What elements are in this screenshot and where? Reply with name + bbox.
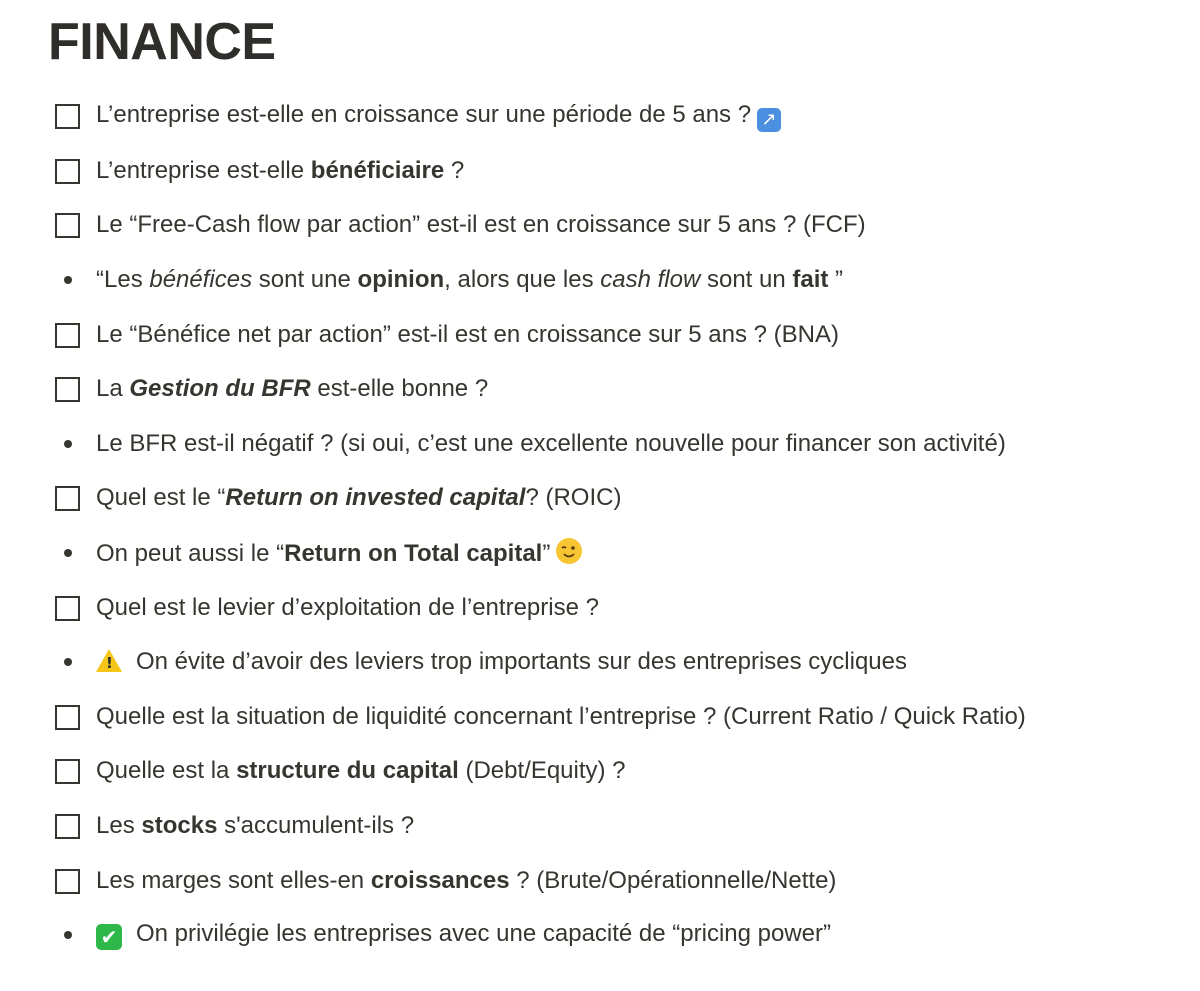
todo-item xyxy=(0,362,1200,417)
bullet-dot-icon xyxy=(64,440,72,448)
item-text-segment: croissances xyxy=(370,866,510,894)
bullet-item xyxy=(0,526,1200,581)
item-text-segment: sont un xyxy=(700,266,793,294)
bullet-item xyxy=(0,253,1200,308)
todo-checkbox[interactable] xyxy=(55,814,80,839)
item-text[interactable] xyxy=(96,157,464,185)
item-text[interactable] xyxy=(96,703,1026,731)
item-text-segment: sont une xyxy=(252,266,358,294)
item-text-segment: On évite d’avoir des leviers trop importants sur des entreprises cycliques xyxy=(136,648,907,676)
todo-item xyxy=(0,198,1200,253)
todo-checkbox[interactable] xyxy=(55,377,80,402)
item-text-segment: s'accumulent-ils ? xyxy=(217,812,415,840)
bullet-dot-icon xyxy=(64,549,72,557)
todo-item xyxy=(0,144,1200,199)
item-text-segment: L’entreprise est-elle en croissance sur une période de 5 ans ? xyxy=(96,100,752,128)
todo-item xyxy=(0,89,1200,144)
page-title: FINANCE xyxy=(48,13,276,71)
item-text-segment: cash flow xyxy=(600,266,701,294)
item-text[interactable] xyxy=(96,538,582,568)
item-text[interactable] xyxy=(96,211,866,239)
item-text-segment: Le “Free-Cash flow par action” est-il est en croissance sur 5 ans ? (FCF) xyxy=(96,211,866,239)
item-text-segment: Les xyxy=(96,812,142,840)
item-text-segment xyxy=(225,484,525,511)
item-text-segment: ” xyxy=(828,266,844,294)
item-text[interactable] xyxy=(96,867,836,895)
check-mark-icon: ✔ xyxy=(96,924,122,950)
item-text-segment: Quel est le levier d’exploitation de l’entreprise ? xyxy=(96,593,599,621)
item-text-segment: Return on invested capital xyxy=(225,484,526,512)
item-text-segment: ” xyxy=(542,540,551,568)
item-text-segment: est-elle bonne ? xyxy=(310,375,489,403)
item-text-segment: stocks xyxy=(141,812,218,840)
arrow-up-right-icon: ↗ xyxy=(757,108,781,132)
item-text-segment: L’entreprise est-elle xyxy=(96,156,311,184)
todo-checkbox[interactable] xyxy=(55,759,80,784)
item-text-segment: structure du capital xyxy=(236,757,459,785)
item-text[interactable] xyxy=(96,920,831,950)
item-text-segment: Les marges sont elles-en xyxy=(96,866,371,894)
item-text[interactable] xyxy=(96,101,781,132)
item-text-segment xyxy=(129,375,310,402)
todo-item xyxy=(0,580,1200,635)
item-text-segment: On privilégie les entreprises avec une capacité de “pricing power” xyxy=(136,920,832,948)
item-text[interactable] xyxy=(96,484,621,512)
wink-icon xyxy=(556,538,582,564)
item-text[interactable] xyxy=(96,375,488,403)
todo-checkbox[interactable] xyxy=(55,486,80,511)
item-text-segment: , alors que les xyxy=(444,266,601,294)
item-text-segment: Le “Bénéfice net par action” est-il est en croissance sur 5 ans ? (BNA) xyxy=(96,320,840,348)
bullet-item xyxy=(0,635,1200,690)
item-text-segment: On peut aussi le “ xyxy=(96,540,285,568)
item-text-segment: Return on Total capital xyxy=(284,540,543,568)
item-text[interactable] xyxy=(96,430,1006,458)
todo-item xyxy=(0,690,1200,745)
todo-item xyxy=(0,853,1200,908)
item-text-segment: Gestion du BFR xyxy=(129,375,311,403)
bullet-dot-icon xyxy=(64,276,72,284)
todo-checkbox[interactable] xyxy=(55,869,80,894)
item-text-segment: Quel est le “ xyxy=(96,484,226,512)
item-text-segment: bénéfices xyxy=(149,266,253,294)
item-text-segment: La xyxy=(96,375,130,403)
item-text-segment: “Les xyxy=(96,266,150,294)
todo-item xyxy=(0,307,1200,362)
bullet-item xyxy=(0,908,1200,963)
bullet-item xyxy=(0,417,1200,472)
item-text[interactable] xyxy=(96,648,907,676)
item-text-segment: bénéficiaire xyxy=(310,156,445,184)
item-text[interactable] xyxy=(96,594,599,622)
warning-icon: ! xyxy=(96,649,122,672)
item-text-segment: ? xyxy=(444,156,465,184)
bullet-dot-icon xyxy=(64,931,72,939)
todo-item xyxy=(0,744,1200,799)
todo-checkbox[interactable] xyxy=(55,104,80,129)
item-text-segment: Le BFR est-il négatif ? (si oui, c’est une excellente nouvelle pour financer son activité) xyxy=(96,429,1006,457)
todo-checkbox[interactable] xyxy=(55,323,80,348)
todo-checkbox[interactable] xyxy=(55,596,80,621)
item-text[interactable] xyxy=(96,757,626,785)
todo-item xyxy=(0,471,1200,526)
item-text[interactable] xyxy=(96,321,839,349)
item-text-segment: fait xyxy=(792,266,829,294)
item-text-segment: (Debt/Equity) ? xyxy=(458,757,626,785)
item-text[interactable] xyxy=(96,812,414,840)
checklist xyxy=(0,89,1200,963)
todo-checkbox[interactable] xyxy=(55,213,80,238)
todo-checkbox[interactable] xyxy=(55,705,80,730)
item-text-segment: Quelle est la xyxy=(96,757,237,785)
todo-checkbox[interactable] xyxy=(55,159,80,184)
item-text-segment: opinion xyxy=(357,266,445,294)
todo-item xyxy=(0,799,1200,854)
item-text-segment: ? (Brute/Opérationnelle/Nette) xyxy=(509,866,837,894)
item-text-segment: Quelle est la situation de liquidité concernant l’entreprise ? (Current Ratio / Quick Ratio) xyxy=(96,702,1026,730)
item-text-segment: ? (ROIC) xyxy=(525,484,622,512)
item-text[interactable] xyxy=(96,266,843,294)
bullet-dot-icon xyxy=(64,658,72,666)
